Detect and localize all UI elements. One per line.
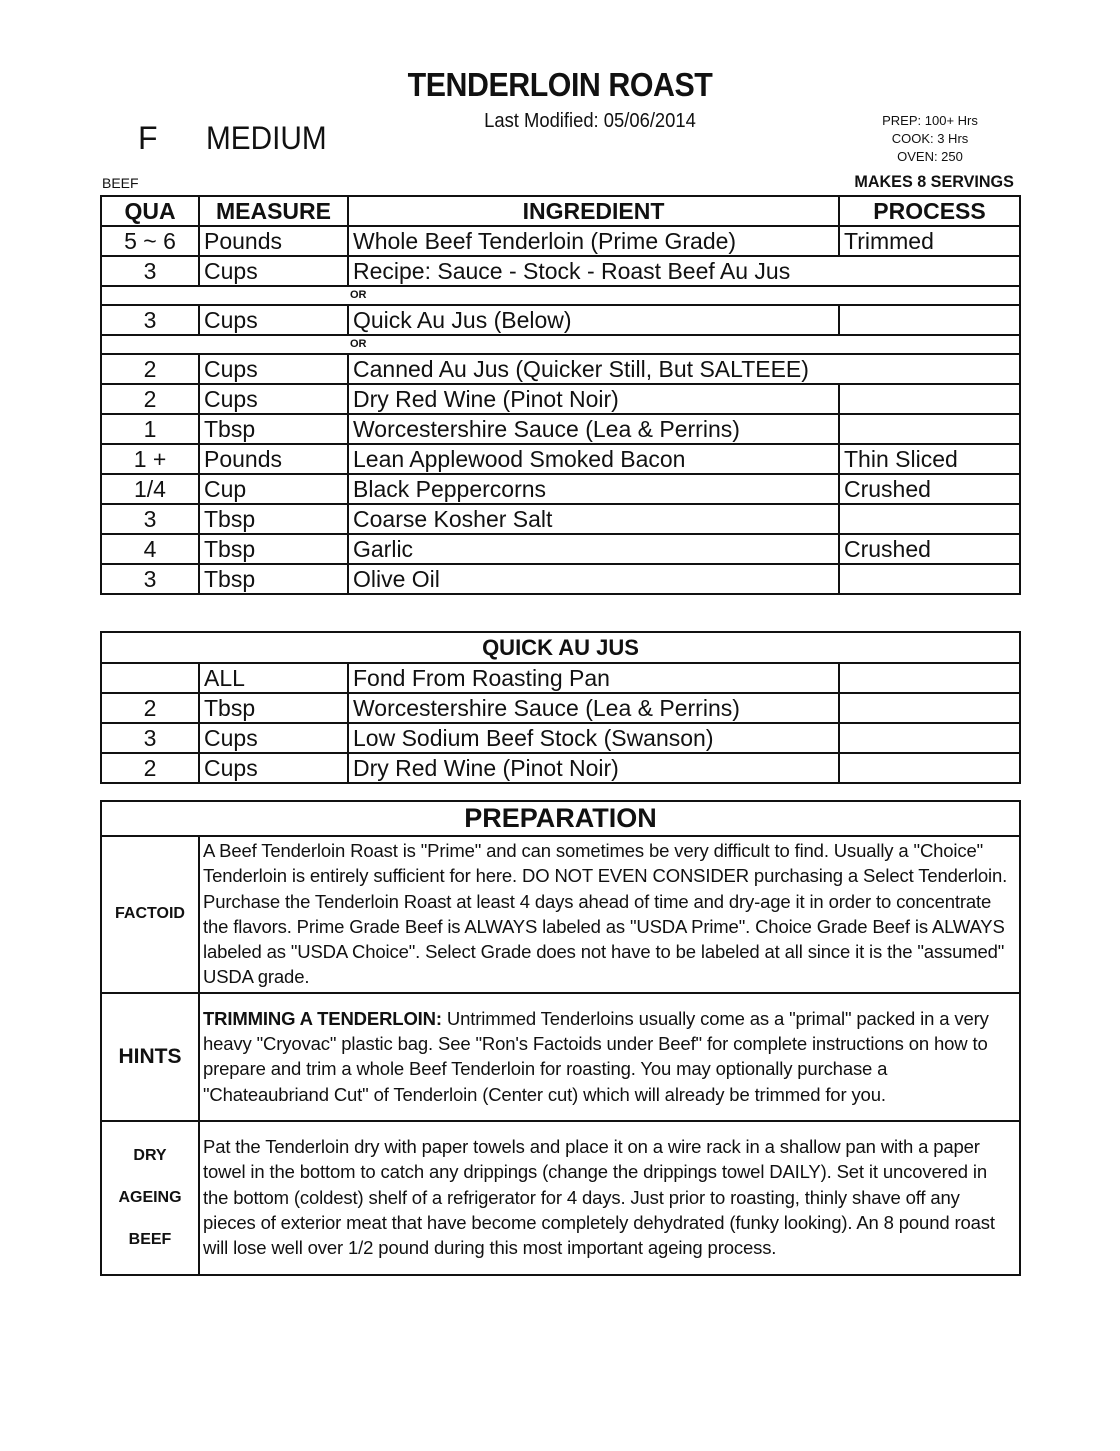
process	[839, 723, 1020, 753]
or-separator-row	[101, 335, 1020, 354]
servings: MAKES 8 SERVINGS	[854, 172, 1014, 191]
quantity: 1	[101, 414, 199, 444]
quantity: 1/4	[101, 474, 199, 504]
table-row	[101, 384, 1020, 414]
prep-time: PREP: 100+ Hrs	[882, 113, 978, 128]
ingredient: Worcestershire Sauce (Lea & Perrins)	[348, 693, 839, 723]
dry-ageing-label-line: DRY	[133, 1146, 167, 1164]
quantity: 3	[101, 504, 199, 534]
recipe-title: TENDERLOIN ROAST	[407, 66, 713, 103]
column-header-ingredient: INGREDIENT	[348, 196, 839, 226]
ingredient: Lean Applewood Smoked Bacon	[348, 444, 839, 474]
process	[839, 663, 1020, 693]
ingredients-table	[100, 195, 1021, 595]
ingredient: Coarse Kosher Salt	[348, 504, 839, 534]
table-row	[101, 474, 1020, 504]
hints-lead: TRIMMING A TENDERLOIN:	[203, 1007, 442, 1029]
ingredient: Recipe: Sauce - Stock - Roast Beef Au Jus	[348, 256, 1020, 286]
last-modified: Last Modified: 05/06/2014	[484, 110, 696, 132]
measure: Tbsp	[199, 564, 348, 594]
quick-au-jus-table	[100, 631, 1021, 784]
cook-time: COOK: 3 Hrs	[891, 131, 969, 146]
ingredient: Dry Red Wine (Pinot Noir)	[348, 384, 839, 414]
table-row	[101, 226, 1020, 256]
process: Crushed	[839, 534, 1020, 564]
quantity: 2	[101, 384, 199, 414]
process	[839, 753, 1020, 783]
process	[839, 384, 1020, 414]
measure: Tbsp	[199, 414, 348, 444]
table-row	[101, 444, 1020, 474]
hints-body: Untrimmed Tenderloins usually come as a "primal" packed in a very heavy "Cryovac" plastic bag. See "Ron's Factoids under Beef" for complete instructions on how to prepare and trim a whole Beef Tenderloin for roasting. You may optionally purchase a "Chateaubriand Cut" of Tenderloin (Center cut) which will already be trimmed for you.	[203, 1007, 989, 1105]
ingredient: Olive Oil	[348, 564, 839, 594]
measure: Cup	[199, 474, 348, 504]
hints-label: HINTS	[101, 993, 199, 1121]
table-row	[101, 414, 1020, 444]
table-row	[101, 693, 1020, 723]
grade-letter: F	[138, 120, 158, 156]
or-label: OR	[348, 286, 1020, 305]
quantity: 5 ~ 6	[101, 226, 199, 256]
table-row	[101, 663, 1020, 693]
ingredient: Quick Au Jus (Below)	[348, 305, 839, 335]
table-row	[101, 564, 1020, 594]
quantity: 3	[101, 564, 199, 594]
hints-row	[101, 993, 1020, 1121]
or-label: OR	[348, 335, 1020, 354]
dry-ageing-label-line: AGEING	[118, 1188, 182, 1206]
column-header-measure: MEASURE	[199, 196, 348, 226]
or-separator-row	[101, 286, 1020, 305]
quantity: 1 +	[101, 444, 199, 474]
quantity: 4	[101, 534, 199, 564]
measure: Cups	[199, 354, 348, 384]
column-header-process: PROCESS	[839, 196, 1020, 226]
measure: Pounds	[199, 226, 348, 256]
hints-text	[199, 993, 1020, 1121]
measure: Cups	[199, 753, 348, 783]
measure: Cups	[199, 384, 348, 414]
quantity: 2	[101, 354, 199, 384]
preparation-title: PREPARATION	[101, 801, 1020, 836]
quantity: 3	[101, 256, 199, 286]
ingredient: Whole Beef Tenderloin (Prime Grade)	[348, 226, 839, 256]
quantity: 3	[101, 723, 199, 753]
preparation-table	[100, 800, 1021, 1276]
process	[839, 693, 1020, 723]
table-row	[101, 723, 1020, 753]
ingredient: Low Sodium Beef Stock (Swanson)	[348, 723, 839, 753]
quantity	[101, 663, 199, 693]
difficulty-level: MEDIUM	[206, 120, 327, 156]
or-spacer	[101, 286, 348, 305]
quick-au-jus-title: QUICK AU JUS	[101, 632, 1020, 663]
table-row	[101, 256, 1020, 286]
ingredient: Dry Red Wine (Pinot Noir)	[348, 753, 839, 783]
process: Thin Sliced	[839, 444, 1020, 474]
table-header-row	[101, 196, 1020, 226]
dry-ageing-label-line: BEEF	[128, 1230, 172, 1248]
factoid-text: A Beef Tenderloin Roast is "Prime" and can sometimes be very difficult to find. Usually a "Choice" Tenderloin is entirely sufficient for here. DO NOT EVEN CONSIDER purchasing a Select Tenderloin. Purchase the Tenderloin Roast at least 4 days ahead of time and dry-age it in order to concentrate the flavors. Prime Grade Beef is ALWAYS labeled as "USDA Prime". Choice Grade Beef is ALWAYS labeled as "USDA Choice". Select Grade does not have to be labeled at all since it is the "assumed" USDA grade.	[199, 836, 1020, 993]
time-info	[860, 112, 1000, 166]
measure: Pounds	[199, 444, 348, 474]
factoid-row	[101, 836, 1020, 993]
dry-ageing-text: Pat the Tenderloin dry with paper towels and place it on a wire rack in a shallow pan with a paper towel in the bottom to catch any drippings (change the drippings towel DAILY). Set it uncovered in the bottom (coldest) shelf of a refrigerator for 4 days. Just prior to roasting, thinly shave off any pieces of exterior meat that have become completely dehydrated (funky looking). An 8 pound roast will lose well over 1/2 pound during this most important ageing process.	[199, 1121, 1020, 1275]
dry-ageing-row	[101, 1121, 1020, 1275]
measure: Cups	[199, 723, 348, 753]
process	[839, 414, 1020, 444]
measure: Cups	[199, 305, 348, 335]
ingredient: Black Peppercorns	[348, 474, 839, 504]
table-row	[101, 753, 1020, 783]
table-row	[101, 354, 1020, 384]
ingredient: Worcestershire Sauce (Lea & Perrins)	[348, 414, 839, 444]
table-row	[101, 305, 1020, 335]
process	[839, 305, 1020, 335]
process: Crushed	[839, 474, 1020, 504]
table-row	[101, 504, 1020, 534]
quantity: 3	[101, 305, 199, 335]
process	[839, 504, 1020, 534]
or-spacer	[101, 335, 348, 354]
quantity: 2	[101, 693, 199, 723]
category: BEEF	[102, 175, 139, 191]
ingredient: Garlic	[348, 534, 839, 564]
ingredient: Canned Au Jus (Quicker Still, But SALTEEE)	[348, 354, 1020, 384]
preparation-header-row	[101, 801, 1020, 836]
ingredient: Fond From Roasting Pan	[348, 663, 839, 693]
measure: Cups	[199, 256, 348, 286]
factoid-label: FACTOID	[101, 836, 199, 993]
table-row	[101, 534, 1020, 564]
process: Trimmed	[839, 226, 1020, 256]
oven-temp: OVEN: 250	[897, 149, 963, 164]
dry-ageing-label	[101, 1121, 199, 1275]
column-header-qua: QUA	[101, 196, 199, 226]
quantity: 2	[101, 753, 199, 783]
measure: Tbsp	[199, 534, 348, 564]
measure: Tbsp	[199, 504, 348, 534]
measure: ALL	[199, 663, 348, 693]
process	[839, 564, 1020, 594]
quick-au-jus-header-row	[101, 632, 1020, 663]
measure: Tbsp	[199, 693, 348, 723]
